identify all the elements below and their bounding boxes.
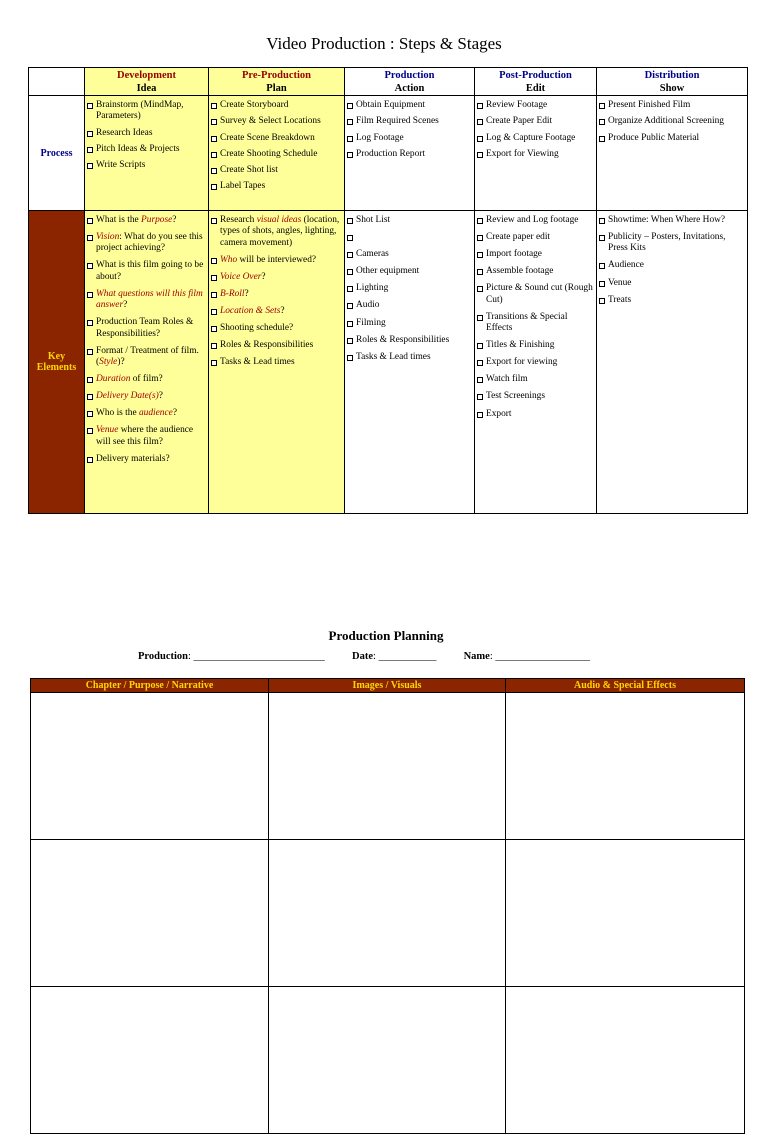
list-item: Tasks & Lead times	[211, 357, 341, 368]
item-text: Format / Treatment of film. (	[96, 345, 199, 367]
stage-name: Post-Production	[499, 69, 572, 81]
stage-sub: Idea	[136, 82, 157, 94]
list-item: Tasks & Lead times	[347, 352, 471, 363]
list-item	[211, 289, 341, 300]
list-item: Treats	[599, 295, 744, 306]
list-item	[87, 391, 205, 402]
list-item: Export for Viewing	[477, 149, 593, 160]
list-item: What is this film going to be about?	[87, 260, 205, 283]
list-item: Filming	[347, 318, 471, 329]
item-text: will be interviewed?	[237, 254, 317, 265]
key-distribution	[597, 211, 748, 514]
item-emphasis: Duration	[96, 374, 131, 385]
list-item	[211, 306, 341, 317]
list-item: Venue	[599, 278, 744, 289]
list-item	[87, 425, 205, 448]
name-field[interactable]: : __________________	[489, 651, 590, 662]
checklist	[209, 96, 344, 200]
checklist	[345, 96, 474, 167]
item-text: Who is the	[96, 408, 139, 419]
stage-sub: Show	[659, 82, 685, 94]
key-elements-row	[29, 211, 748, 514]
date-field[interactable]: : ___________	[373, 651, 437, 662]
item-text: ?	[172, 215, 177, 225]
list-item: Film Required Scenes	[347, 116, 471, 127]
list-item: Audio	[347, 300, 471, 311]
list-item: Titles & Finishing	[477, 340, 593, 351]
process-production	[345, 96, 475, 211]
stage-header-production	[345, 68, 475, 96]
planning-cell[interactable]	[506, 987, 745, 1134]
list-item: Create Storyboard	[211, 100, 341, 111]
item-emphasis: visual ideas	[256, 215, 302, 225]
checklist	[85, 96, 208, 178]
page-title: Video Production : Steps & Stages	[266, 34, 502, 53]
col-header-images: Images / Visuals	[269, 679, 506, 693]
planning-cell[interactable]	[269, 987, 506, 1134]
item-text: What is the	[96, 215, 142, 225]
list-item: Create Shot list	[211, 165, 341, 176]
corner-cell	[29, 68, 85, 96]
stage-header-postproduction	[475, 68, 597, 96]
key-elements-row-label	[29, 211, 85, 514]
stage-name: Pre-Production	[241, 69, 312, 81]
list-item: Log Footage	[347, 133, 471, 144]
col-header-audio: Audio & Special Effects	[506, 679, 745, 693]
list-item: Production Team Roles & Responsibilities?	[87, 317, 205, 340]
list-item	[87, 374, 205, 385]
checklist	[475, 96, 596, 167]
stage-sub: Action	[394, 82, 425, 94]
item-emphasis: Purpose	[141, 215, 173, 225]
list-item: Research Ideas	[87, 128, 205, 139]
item-emphasis: B-Roll	[220, 288, 245, 299]
list-item: Survey & Select Locations	[211, 116, 341, 127]
checklist	[209, 211, 344, 376]
stage-header-preproduction	[209, 68, 345, 96]
item-text: ?	[261, 271, 266, 282]
planning-header-row	[31, 679, 745, 693]
list-item: Test Screenings	[477, 391, 593, 402]
item-emphasis: Delivery Date(s)	[96, 391, 159, 402]
list-item: Audience	[599, 260, 744, 271]
production-field[interactable]: : _________________________	[187, 651, 325, 662]
list-item: Publicity – Posters, Invitations, Press Kits	[599, 232, 744, 255]
list-item	[87, 215, 205, 226]
item-emphasis: What questions will this film answer	[96, 288, 203, 311]
item-emphasis: Voice Over	[220, 271, 262, 282]
list-item	[87, 289, 205, 312]
process-preproduction	[209, 96, 345, 211]
item-text: ?	[172, 408, 177, 419]
key-label-line2: Elements	[36, 362, 77, 373]
item-text: )?	[117, 356, 125, 367]
list-item	[211, 255, 341, 266]
process-development	[85, 96, 209, 211]
list-item: Import footage	[477, 249, 593, 260]
item-emphasis: Who	[220, 254, 238, 265]
list-item: Assemble footage	[477, 266, 593, 277]
item-text: of film?	[130, 374, 163, 385]
list-item	[87, 232, 205, 255]
list-item: Create paper edit	[477, 232, 593, 243]
list-item: Shot List	[347, 215, 471, 226]
stages-header-row	[29, 68, 748, 96]
planning-cell[interactable]	[506, 840, 745, 987]
item-text: ?	[244, 288, 249, 299]
list-item: Obtain Equipment	[347, 100, 471, 111]
stage-header-development	[85, 68, 209, 96]
planning-cell[interactable]	[31, 840, 269, 987]
checklist	[345, 211, 474, 371]
name-label: Name	[463, 651, 490, 662]
planning-row	[31, 840, 745, 987]
process-distribution	[597, 96, 748, 211]
stage-sub: Edit	[525, 82, 546, 94]
item-emphasis: Style	[99, 356, 118, 367]
list-item: Cameras	[347, 249, 471, 260]
checklist	[85, 211, 208, 473]
production-label: Production	[138, 651, 188, 662]
planning-table	[30, 678, 745, 1134]
list-item: Shooting schedule?	[211, 323, 341, 334]
list-item: Log & Capture Footage	[477, 133, 593, 144]
stages-table	[28, 67, 748, 514]
planning-row	[31, 693, 745, 840]
col-header-chapter: Chapter / Purpose / Narrative	[31, 679, 269, 693]
stage-name: Distribution	[644, 69, 700, 81]
item-emphasis: Location & Sets	[220, 305, 281, 316]
list-item: Review Footage	[477, 100, 593, 111]
item-text: (location, types of shots, angles, lighting, camera movement)	[220, 215, 340, 248]
list-item: Pitch Ideas & Projects	[87, 144, 205, 155]
list-item: Export	[477, 409, 593, 420]
item-text: Research	[220, 215, 257, 225]
planning-cell[interactable]	[506, 693, 745, 840]
key-preproduction	[209, 211, 345, 514]
list-item: Review and Log footage	[477, 215, 593, 226]
list-item: Organize Additional Screening	[599, 116, 744, 127]
list-item: Transitions & Special Effects	[477, 312, 593, 335]
key-postproduction	[475, 211, 597, 514]
stage-header-distribution	[597, 68, 748, 96]
checklist	[475, 211, 596, 428]
list-item: Produce Public Material	[599, 133, 744, 144]
list-item	[87, 408, 205, 419]
list-item: Export for viewing	[477, 357, 593, 368]
planning-cell[interactable]	[31, 987, 269, 1134]
list-item: Brainstorm (MindMap, Parameters)	[87, 100, 205, 123]
item-emphasis: audience	[138, 408, 173, 419]
process-postproduction	[475, 96, 597, 211]
list-item	[211, 215, 341, 249]
checklist	[597, 211, 747, 314]
list-item: Label Tapes	[211, 181, 341, 192]
list-item	[87, 346, 205, 369]
list-item: Write Scripts	[87, 160, 205, 171]
item-emphasis: Vision	[96, 232, 120, 243]
item-text: where the audience will see this film?	[96, 425, 194, 447]
planning-title: Production Planning	[328, 628, 444, 643]
list-item: Roles & Responsibilities	[211, 340, 341, 351]
item-text: ?	[280, 305, 285, 316]
stage-sub: Plan	[266, 82, 287, 94]
list-item: Watch film	[477, 374, 593, 385]
list-item: Picture & Sound cut (Rough Cut)	[477, 283, 593, 306]
date-label: Date	[352, 651, 374, 662]
list-item: Production Report	[347, 149, 471, 160]
list-item: Showtime: When Where How?	[599, 215, 744, 226]
list-item: Roles & Responsibilities	[347, 335, 471, 346]
planning-cell[interactable]	[31, 693, 269, 840]
list-item: Create Scene Breakdown	[211, 133, 341, 144]
list-item	[211, 272, 341, 283]
key-development	[85, 211, 209, 514]
planning-fields	[138, 651, 590, 662]
list-item: Present Finished Film	[599, 100, 744, 111]
list-item: Create Shooting Schedule	[211, 149, 341, 160]
checklist	[597, 96, 747, 151]
key-label-line1: Key	[47, 351, 66, 362]
planning-cell[interactable]	[269, 693, 506, 840]
item-text: : What do you see this project achieving?	[96, 232, 203, 254]
list-item: Other equipment	[347, 266, 471, 277]
list-item: Lighting	[347, 283, 471, 294]
list-item: Delivery materials?	[87, 454, 205, 465]
process-row	[29, 96, 748, 211]
planning-cell[interactable]	[269, 840, 506, 987]
process-row-label: Process	[29, 96, 85, 211]
item-text: ?	[158, 391, 163, 402]
planning-row	[31, 987, 745, 1134]
list-item	[347, 232, 471, 243]
item-text: ?	[123, 300, 128, 311]
stage-name: Development	[117, 69, 176, 81]
item-emphasis: Venue	[96, 425, 119, 436]
list-item: Create Paper Edit	[477, 116, 593, 127]
key-production	[345, 211, 475, 514]
stage-name: Production	[384, 69, 435, 81]
